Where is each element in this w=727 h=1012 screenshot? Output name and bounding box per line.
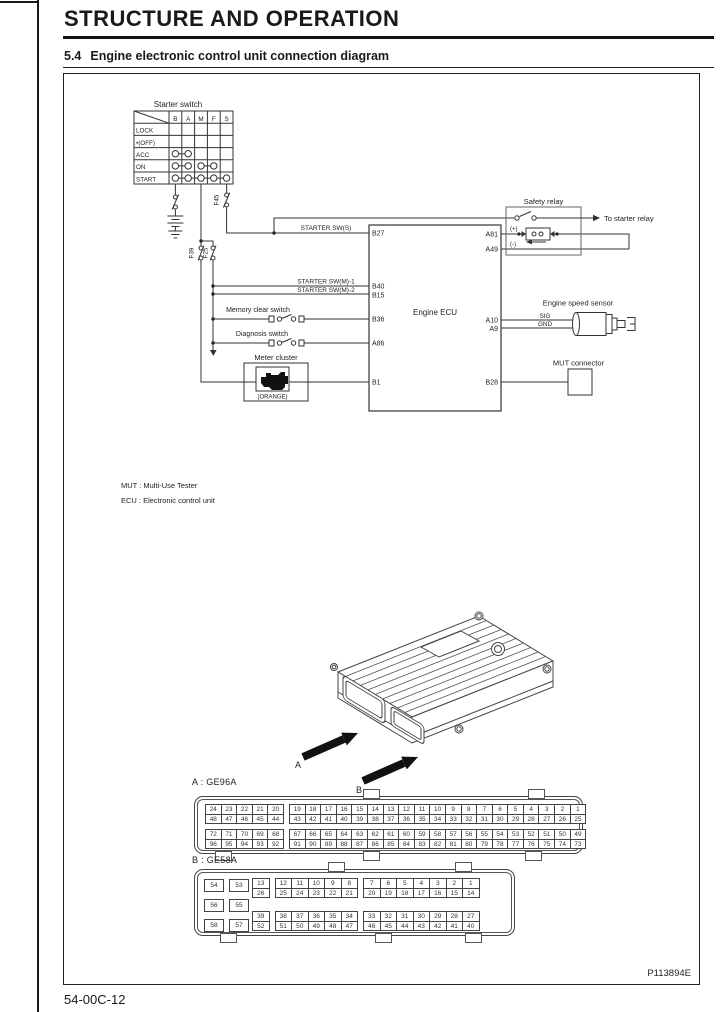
pin-cell: 16: [429, 888, 447, 899]
pin-cell: 89: [320, 839, 337, 850]
pin-cell: 29: [507, 814, 524, 825]
pin-cell: 83: [414, 839, 431, 850]
pin-group: [275, 911, 359, 931]
pin-group: [205, 829, 284, 849]
pin-cell: 45: [252, 814, 269, 825]
pin-cell: 68: [267, 829, 284, 840]
row-on: ON: [136, 164, 146, 172]
pin-cell: 48: [324, 921, 342, 932]
pin-group: [363, 878, 480, 898]
pin-cell: 51: [275, 921, 293, 932]
pin-row: [205, 840, 284, 850]
pin-cell: 47: [221, 814, 238, 825]
pin-cell: 38: [367, 814, 384, 825]
pin-cell: 26: [554, 814, 571, 825]
pin-cell: 32: [461, 814, 478, 825]
pin-cell: 37: [383, 814, 400, 825]
pin-cell: 2: [446, 878, 464, 889]
pin-b40: B40: [372, 283, 385, 291]
pin-cell: 50: [291, 921, 309, 932]
pin-cell: 4: [523, 804, 540, 815]
row-start: START: [136, 176, 157, 184]
pin-block: [252, 911, 480, 931]
figure-code: P113894E: [647, 968, 691, 979]
pin-cell: 8: [461, 804, 478, 815]
ground-arrow-icon: [210, 350, 217, 356]
pin-cell: 43: [413, 921, 431, 932]
pin-cell: 84: [398, 839, 415, 850]
pin-cell: 78: [492, 839, 509, 850]
pin-cell: 49: [570, 829, 587, 840]
housing-tab: [465, 933, 482, 943]
note-mut: MUT : Multi-Use Tester: [121, 481, 198, 490]
svg-text:Memory clear switch: Memory clear switch: [226, 307, 290, 314]
pin-cell: 32: [380, 911, 398, 922]
section-title: Engine electronic control unit connection diagram: [90, 49, 390, 63]
pin-cell: 90: [305, 839, 322, 850]
pin-cell: 11: [291, 878, 309, 889]
pin-block: [252, 878, 480, 898]
pin-group: [363, 911, 480, 931]
pin-cell: 3: [538, 804, 555, 815]
arrow-b-label: B: [356, 785, 363, 795]
pin-cell: 2: [554, 804, 571, 815]
pin-cell: 41: [320, 814, 337, 825]
pin-cell: 14: [367, 804, 384, 815]
svg-text:Engine speed sensor: Engine speed sensor: [542, 298, 614, 308]
pin-cell: 53: [229, 879, 249, 892]
pin-row: [252, 922, 270, 932]
gnd-label: GND: [538, 321, 552, 328]
pin-cell: 3: [429, 878, 447, 889]
pin-cell: 85: [383, 839, 400, 850]
pin-cell: 6: [380, 878, 398, 889]
pin-cell: 58: [429, 829, 446, 840]
page-left-border: [37, 0, 39, 1012]
pin-cell: 80: [461, 839, 478, 850]
svg-text:Safety relay: Safety relay: [523, 197, 564, 206]
page-top-tick: [0, 1, 38, 3]
pin-cell: 40: [336, 814, 353, 825]
svg-text:MUT connector: MUT connector: [552, 358, 605, 368]
pin-cell: 46: [236, 814, 253, 825]
connector-b-label: B : GE58A: [192, 855, 238, 865]
page-title: STRUCTURE AND OPERATION: [64, 6, 400, 31]
pin-cell: 52: [252, 921, 270, 932]
fuse-f45-label: F45: [213, 194, 221, 206]
housing-tab: [525, 851, 542, 861]
fuse-f39-label: F39: [188, 247, 196, 259]
pin-cell: 67: [289, 829, 306, 840]
starter-switch-title: Starter switch: [153, 100, 203, 109]
pin-cell: 40: [462, 921, 480, 932]
plus-label: (+): [510, 226, 518, 233]
housing-tab: [375, 933, 392, 943]
pin-cell: 15: [446, 888, 464, 899]
orange-label: (ORANGE): [257, 394, 288, 401]
pin-cell: 13: [383, 804, 400, 815]
pin-cell: 88: [336, 839, 353, 850]
pin-cell: 5: [507, 804, 524, 815]
pin-group: [252, 911, 270, 931]
mut-connector: [553, 359, 605, 396]
section-heading: [64, 49, 389, 63]
pin-cell: 42: [429, 921, 447, 932]
pin-row: [252, 889, 270, 899]
pin-cell: 12: [275, 878, 293, 889]
pin-row: [289, 840, 586, 850]
pin-cell: 9: [445, 804, 462, 815]
to-starter-relay-arrow-icon: [593, 215, 600, 221]
diagnosis-switch: [236, 331, 304, 346]
ecu-pictorial: [295, 612, 553, 795]
minus-label: (-): [510, 242, 516, 248]
pin-cell: 55: [229, 899, 249, 912]
pin-cell: 11: [414, 804, 431, 815]
pin-cell: 19: [380, 888, 398, 899]
pin-group: [289, 829, 586, 849]
pin-cell: 10: [308, 878, 326, 889]
pin-cell: 43: [289, 814, 306, 825]
pin-cell: 44: [267, 814, 284, 825]
to-starter-relay-label: To starter relay: [604, 213, 654, 223]
pin-cell: 24: [291, 888, 309, 899]
housing-tab: [363, 789, 380, 799]
housing-tab: [328, 862, 345, 872]
pin-cell: 92: [267, 839, 284, 850]
row-off: •(OFF): [136, 139, 155, 147]
figure-box: [63, 73, 700, 985]
pin-cell: 20: [267, 804, 284, 815]
pin-cell: 73: [570, 839, 587, 850]
col-f: F: [211, 115, 216, 123]
connector-a-housing: [194, 796, 583, 854]
pin-cell: 56: [461, 829, 478, 840]
pin-cell: 1: [570, 804, 587, 815]
pin-cell: 61: [383, 829, 400, 840]
svg-text:Meter cluster: Meter cluster: [254, 353, 298, 362]
pin-cell: 19: [289, 804, 306, 815]
pin-cell: 64: [336, 829, 353, 840]
pin-cell: 55: [476, 829, 493, 840]
pin-cell: 94: [236, 839, 253, 850]
pin-cell: 6: [492, 804, 509, 815]
pin-row: [363, 922, 480, 932]
starter-sw-s-label: STARTER SW(S): [300, 225, 352, 232]
pin-cell: 86: [367, 839, 384, 850]
pin-cell: 12: [398, 804, 415, 815]
pin-cell: 9: [324, 878, 342, 889]
pin-cell: 21: [252, 804, 269, 815]
pin-cell: 76: [523, 839, 540, 850]
starter-sw-m1-label: STARTER SW(M)-1: [297, 278, 355, 286]
svg-text:Diagnosis switch: Diagnosis switch: [235, 331, 289, 338]
pin-b28: B28: [485, 379, 498, 387]
starter-sw-m2-label: STARTER SW(M)-2: [297, 287, 355, 294]
row-acc: ACC: [136, 152, 150, 159]
pin-a49: A49: [485, 246, 498, 254]
pin-cell: 36: [308, 911, 326, 922]
pin-cell: 47: [341, 921, 359, 932]
engine-ecu-label: Engine ECU: [412, 308, 458, 317]
pin-cell: 8: [341, 878, 359, 889]
pin-cell: 81: [445, 839, 462, 850]
pin-cell: 7: [363, 878, 381, 889]
pin-cell: 52: [523, 829, 540, 840]
pin-cell: 10: [429, 804, 446, 815]
pin-cell: 29: [429, 911, 447, 922]
pin-cell: 13: [252, 878, 270, 889]
pin-cell: 79: [476, 839, 493, 850]
pin-cell: 22: [324, 888, 342, 899]
pin-cell: 66: [305, 829, 322, 840]
pin-group: [252, 878, 270, 898]
col-m: M: [198, 115, 204, 123]
pin-a81: A81: [485, 231, 498, 239]
pin-cell: 25: [275, 888, 293, 899]
pin-cell: 20: [363, 888, 381, 899]
pin-cell: 69: [252, 829, 269, 840]
pin-cell: 59: [414, 829, 431, 840]
section-rule: [63, 67, 714, 68]
pin-cell: 63: [351, 829, 368, 840]
note-ecu: ECU : Electronic control unit: [121, 496, 215, 505]
housing-tab: [455, 862, 472, 872]
pin-cell: 71: [221, 829, 238, 840]
pin-cell: 14: [462, 888, 480, 899]
pin-cell: 33: [363, 911, 381, 922]
pin-cell: 23: [221, 804, 238, 815]
pin-cell: 18: [396, 888, 414, 899]
pin-row: [363, 889, 480, 899]
pin-block: [205, 829, 586, 849]
connector-b-pins: [252, 878, 480, 931]
pin-cell: 28: [523, 814, 540, 825]
sig-label: SIG: [539, 313, 551, 320]
engine-ecu-box: [369, 225, 501, 411]
pin-cell: 44: [396, 921, 414, 932]
housing-tab: [528, 789, 545, 799]
pin-row: [289, 815, 586, 825]
connector-b-inner: [197, 872, 512, 933]
pin-cell: 34: [341, 911, 359, 922]
pin-cell: 58: [204, 919, 224, 932]
pin-cell: 17: [413, 888, 431, 899]
pin-cell: 95: [221, 839, 238, 850]
pin-cell: 42: [305, 814, 322, 825]
pin-cell: 82: [429, 839, 446, 850]
pin-cell: 72: [205, 829, 222, 840]
pin-group: [205, 804, 284, 824]
pin-cell: 54: [492, 829, 509, 840]
arrow-a-label: A: [295, 760, 302, 770]
page-number: 54-00C-12: [64, 992, 126, 1007]
section-number: 5.4: [64, 49, 82, 63]
safety-relay: [506, 197, 654, 255]
pin-b1: B1: [372, 379, 381, 387]
connector-a-pins: [205, 804, 586, 849]
pin-cell: 46: [363, 921, 381, 932]
starter-switch-table: [134, 100, 233, 184]
pin-cell: 77: [507, 839, 524, 850]
pin-cell: 41: [446, 921, 464, 932]
connector-b-large-pins: [204, 879, 249, 932]
housing-tab: [363, 851, 380, 861]
pin-cell: 74: [554, 839, 571, 850]
pin-cell: 1: [462, 878, 480, 889]
col-a: A: [186, 115, 191, 123]
pin-cell: 37: [291, 911, 309, 922]
pin-cell: 36: [398, 814, 415, 825]
pin-cell: 70: [236, 829, 253, 840]
arrow-a-icon: [303, 733, 358, 757]
pin-cell: 26: [252, 888, 270, 899]
pin-cell: 65: [320, 829, 337, 840]
arrow-b-icon: [363, 757, 418, 781]
pin-group: [275, 878, 359, 898]
pin-cell: 5: [396, 878, 414, 889]
row-lock: LOCK: [136, 127, 154, 135]
pin-a9: A9: [489, 326, 498, 333]
sensor-body: [573, 313, 636, 336]
col-s: S: [224, 115, 229, 123]
pin-cell: 57: [445, 829, 462, 840]
pin-cell: 91: [289, 839, 306, 850]
pin-cell: 62: [367, 829, 384, 840]
pin-cell: 35: [324, 911, 342, 922]
pin-cell: 33: [445, 814, 462, 825]
pin-cell: 7: [476, 804, 493, 815]
pin-cell: 17: [320, 804, 337, 815]
pin-cell: 48: [205, 814, 222, 825]
pin-cell: 75: [538, 839, 555, 850]
pin-cell: 57: [229, 919, 249, 932]
pin-cell: 30: [413, 911, 431, 922]
pin-cell: 25: [570, 814, 587, 825]
pin-cell: 21: [341, 888, 359, 899]
pin-cell: 39: [252, 911, 270, 922]
pin-cell: 87: [351, 839, 368, 850]
pin-cell: 27: [538, 814, 555, 825]
pin-cell: 38: [275, 911, 293, 922]
pin-row: [275, 922, 359, 932]
pin-row: [275, 889, 359, 899]
pin-cell: 93: [252, 839, 269, 850]
pin-cell: 60: [398, 829, 415, 840]
pin-cell: 96: [205, 839, 222, 850]
housing-tab: [220, 933, 237, 943]
pin-cell: 23: [308, 888, 326, 899]
connector-b-housing: [194, 869, 515, 936]
memory-clear-switch: [226, 307, 304, 322]
pin-cell: 39: [351, 814, 368, 825]
pin-cell: 4: [413, 878, 431, 889]
pin-cell: 35: [414, 814, 431, 825]
pin-block: [205, 804, 586, 824]
pin-cell: 30: [492, 814, 509, 825]
pin-cell: 22: [236, 804, 253, 815]
pin-b15: B15: [372, 292, 385, 300]
pin-cell: 24: [205, 804, 222, 815]
connector-a-inner: [197, 799, 580, 851]
col-b: B: [173, 115, 178, 123]
pin-b36: B36: [372, 316, 385, 324]
pin-cell: 51: [538, 829, 555, 840]
pin-a86: A86: [372, 340, 385, 348]
pin-cell: 50: [554, 829, 571, 840]
fuse-f25-label: F25: [202, 247, 210, 259]
pin-cell: 31: [396, 911, 414, 922]
pin-cell: 31: [476, 814, 493, 825]
pin-cell: 27: [462, 911, 480, 922]
pin-a10: A10: [485, 317, 498, 325]
meter-cluster: [244, 353, 308, 401]
relay-coil: [526, 228, 550, 240]
pin-cell: 34: [429, 814, 446, 825]
pin-cell: 56: [204, 899, 224, 912]
pin-cell: 54: [204, 879, 224, 892]
engine-speed-sensor: [538, 299, 635, 336]
title-rule: [63, 36, 714, 39]
pin-cell: 16: [336, 804, 353, 815]
pin-cell: 28: [446, 911, 464, 922]
pin-group: [289, 804, 586, 824]
pin-cell: 49: [308, 921, 326, 932]
pin-row: [205, 815, 284, 825]
pin-cell: 15: [351, 804, 368, 815]
connector-a-label: A : GE96A: [192, 777, 237, 787]
pin-cell: 45: [380, 921, 398, 932]
pin-b27: B27: [372, 230, 385, 238]
pin-cell: 53: [507, 829, 524, 840]
pin-cell: 18: [305, 804, 322, 815]
